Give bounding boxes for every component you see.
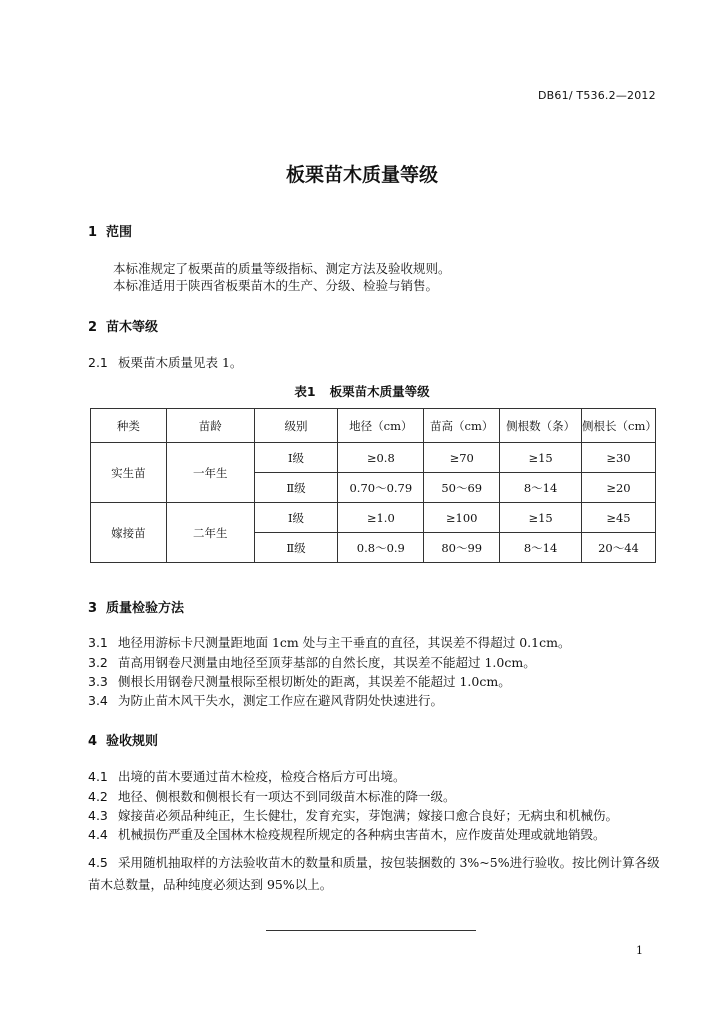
table-header-cell: 苗高（cm）: [424, 409, 500, 443]
table-cell: 8～14: [500, 473, 582, 503]
clause-number: 3.2: [88, 655, 108, 670]
clause-4-4: [88, 825, 606, 843]
table-cell: 0.8～0.9: [338, 533, 424, 563]
section-number: 2: [88, 320, 98, 335]
table-cell: Ⅱ级: [254, 533, 338, 563]
section-title: 验收规则: [106, 734, 159, 749]
table-cell: ≥100: [424, 503, 500, 533]
clause-4-3: [88, 806, 618, 824]
seedling-type-cell: 嫁接苗: [91, 503, 167, 563]
seedling-age-cell: 二年生: [166, 503, 254, 563]
seedling-type-cell: 实生苗: [91, 443, 167, 503]
table-cell: 8～14: [500, 533, 582, 563]
clause-4-1: [88, 767, 406, 785]
table-header-cell: 地径（cm）: [338, 409, 424, 443]
clause-number: 2.1: [88, 355, 108, 370]
clause-number: 3.3: [88, 674, 108, 689]
section-2-heading: [88, 316, 158, 335]
paragraph: 本标准适用于陕西省板栗苗木的生产、分级、检验与销售。: [113, 278, 439, 293]
table-header-cell: 级别: [254, 409, 338, 443]
clause-text: 嫁接苗必须品种纯正，生长健壮，发育充实，芽饱满；嫁接口愈合良好；无病虫和机械伤。: [118, 808, 619, 823]
table-cell: ≥45: [582, 503, 656, 533]
table-header-cell: 种类: [91, 409, 167, 443]
document-number: DB61/ T536.2—2012: [538, 89, 656, 102]
clause-number: 3.1: [88, 635, 108, 650]
clause-text: 板栗苗木质量见表 1。: [118, 355, 243, 370]
clause-2-1: [88, 353, 242, 371]
table-cell: Ⅱ级: [254, 473, 338, 503]
table-header-cell: 苗龄: [166, 409, 254, 443]
table-cell: 80～99: [424, 533, 500, 563]
table-cell: 20～44: [582, 533, 656, 563]
clause-number: 4.4: [88, 827, 108, 842]
table-cell: ≥70: [424, 443, 500, 473]
clause-text: 地径用游标卡尺测量距地面 1cm 处与主干垂直的直径，其误差不得超过 0.1cm。: [118, 635, 571, 650]
table-header-cell: 侧根数（条）: [500, 409, 582, 443]
clause-text: 侧根长用钢卷尺测量根际至根切断处的距离，其误差不能超过 1.0cm。: [118, 674, 511, 689]
clause-text: 苗高用钢卷尺测量由地径至顶芽基部的自然长度，其误差不能超过 1.0cm。: [118, 655, 536, 670]
clause-text: 为防止苗木风干失水，测定工作应在避风背阴处快速进行。: [118, 693, 444, 708]
clause-3-1: [88, 633, 570, 651]
section-title: 苗木等级: [106, 320, 159, 335]
clause-number: 4.3: [88, 808, 108, 823]
table-cell: 50～69: [424, 473, 500, 503]
clause-number: 4.2: [88, 789, 108, 804]
section-number: 4: [88, 734, 98, 749]
section-3-heading: [88, 597, 184, 616]
table-caption-text: 板栗苗木质量等级: [329, 384, 430, 399]
section-title: 范围: [106, 225, 133, 240]
table-row: [91, 503, 656, 533]
clause-3-3: [88, 672, 511, 690]
clause-text: 地径、侧根数和侧根长有一项达不到同级苗木标准的降一级。: [118, 789, 456, 804]
table-cell: ≥15: [500, 443, 582, 473]
clause-4-2: [88, 787, 456, 805]
clause-number: 4.5: [88, 855, 108, 870]
table-cell: Ⅰ级: [254, 503, 338, 533]
clause-3-2: [88, 653, 536, 671]
table-cell: Ⅰ级: [254, 443, 338, 473]
section-1-heading: [88, 221, 132, 240]
clause-number: 3.4: [88, 693, 108, 708]
table-cell: 0.70～0.79: [338, 473, 424, 503]
footer-divider: [266, 930, 476, 931]
page-number: 1: [636, 944, 643, 957]
seedling-age-cell: 一年生: [166, 443, 254, 503]
clause-text: 机械损伤严重及全国林木检疫规程所规定的各种病虫害苗木，应作废苗处理或就地销毁。: [118, 827, 606, 842]
table-cell: ≥20: [582, 473, 656, 503]
table-header-cell: 侧根长（cm）: [582, 409, 656, 443]
table-caption: [0, 382, 724, 400]
clause-4-5: [88, 852, 668, 896]
table-cell: ≥30: [582, 443, 656, 473]
table-header-row: [91, 409, 656, 443]
table-cell: ≥15: [500, 503, 582, 533]
clause-number: 4.1: [88, 769, 108, 784]
table-cell: ≥1.0: [338, 503, 424, 533]
section-title: 质量检验方法: [106, 601, 185, 616]
section-4-heading: [88, 730, 158, 749]
table-row: [91, 443, 656, 473]
quality-grade-table: [90, 408, 656, 563]
clause-3-4: [88, 691, 443, 709]
table-caption-number: 表1: [294, 384, 316, 399]
page-title: 板栗苗木质量等级: [285, 164, 438, 186]
clause-text: 采用随机抽取样的方法验收苗木的数量和质量，按包装捆数的 3%~5%进行验收。按比例计算各级苗木总数量，品种纯度必须达到 95%以上。: [88, 855, 660, 892]
paragraph: 本标准规定了板栗苗的质量等级指标、测定方法及验收规则。: [113, 261, 451, 276]
section-number: 3: [88, 601, 98, 616]
section-number: 1: [88, 225, 98, 240]
clause-text: 出境的苗木要通过苗木检疫，检疫合格后方可出境。: [118, 769, 406, 784]
table-cell: ≥0.8: [338, 443, 424, 473]
